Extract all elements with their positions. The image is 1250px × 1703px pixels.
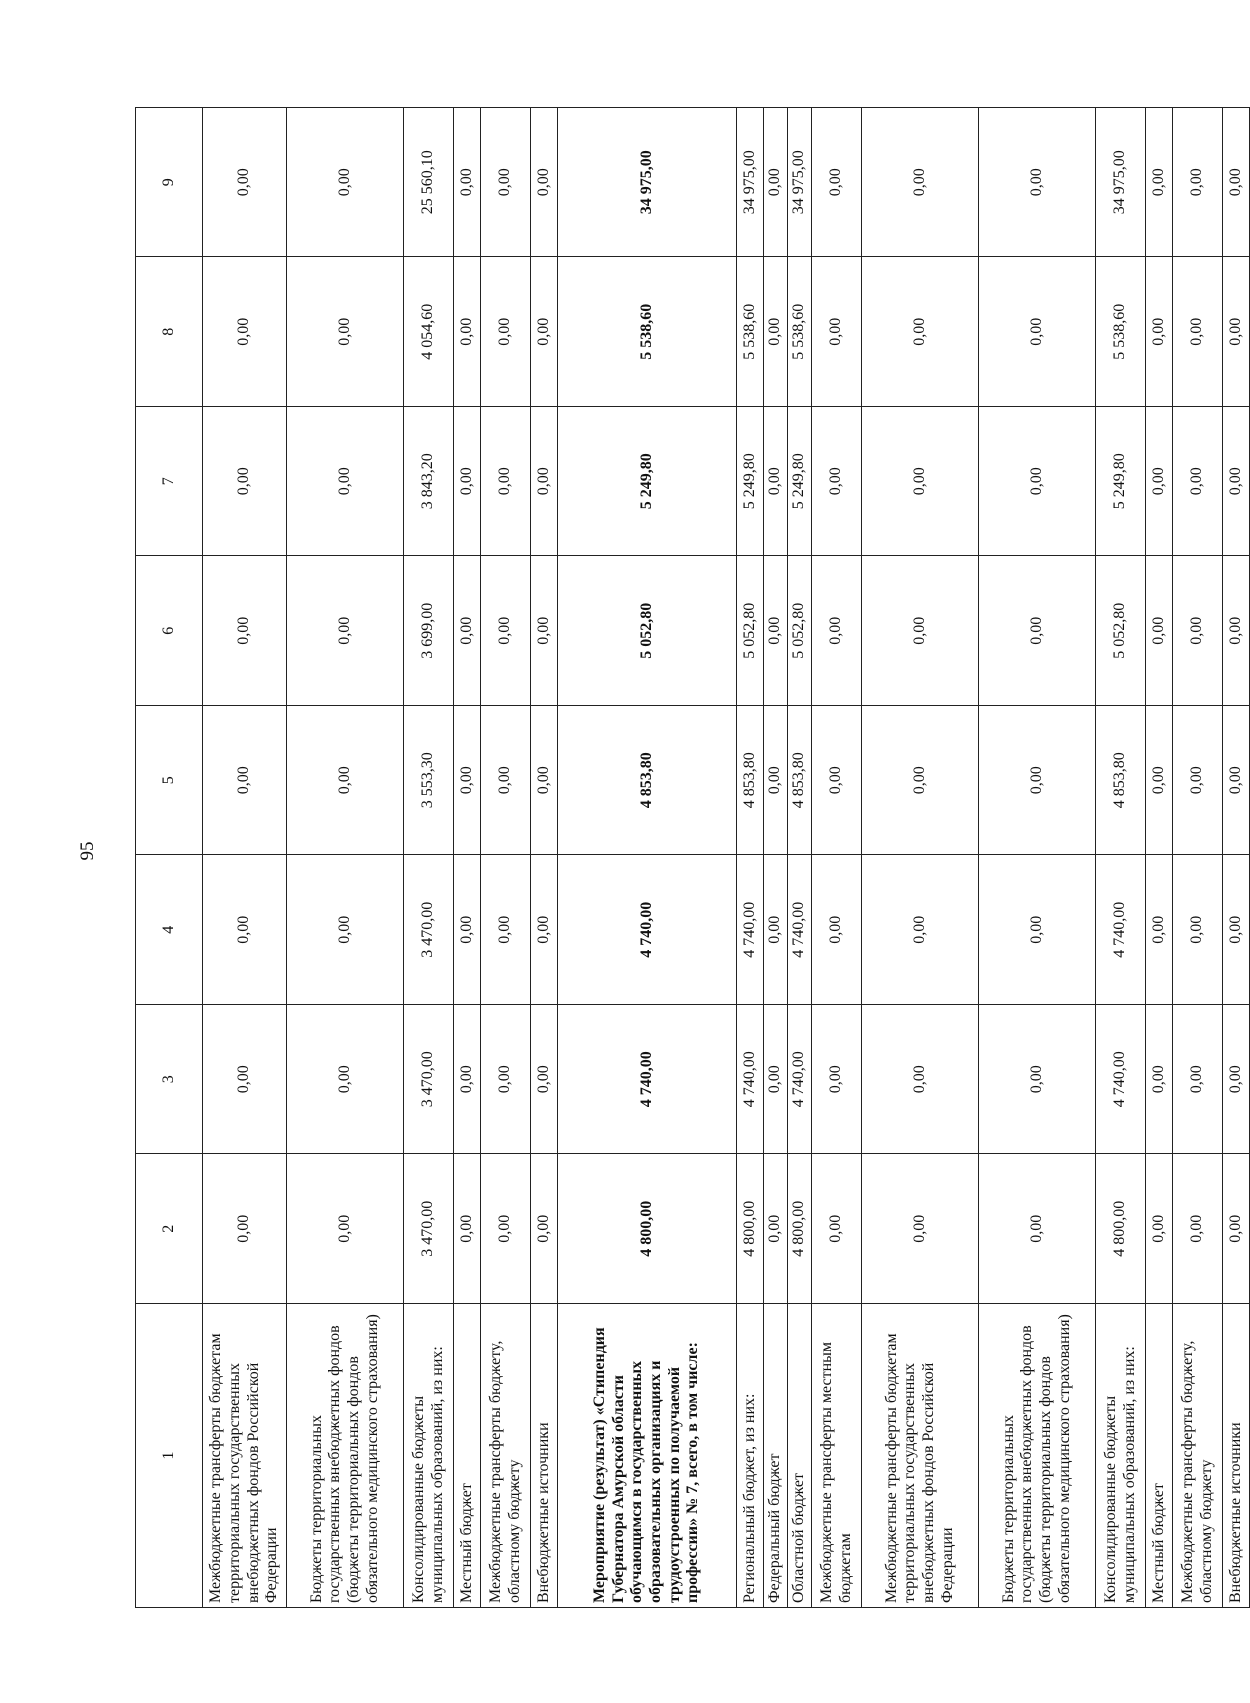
value-cell: 0,00 — [481, 706, 531, 856]
value-cell: 5 249,80 — [1096, 407, 1146, 557]
header-row — [136, 108, 203, 1608]
table-row — [737, 108, 764, 1608]
table-row — [481, 108, 531, 1608]
value-cell: 0,00 — [812, 108, 862, 258]
value-cell: 0,00 — [1146, 556, 1173, 706]
value-cell: 0,00 — [1146, 108, 1173, 258]
value-cell: 4 054,60 — [404, 257, 454, 407]
value-cell: 4 740,00 — [558, 1005, 737, 1155]
value-cell: 3 470,00 — [404, 1005, 454, 1155]
value-cell: 3 699,00 — [404, 556, 454, 706]
value-cell: 4 800,00 — [737, 1154, 764, 1304]
column-header-3: 3 — [136, 1005, 203, 1155]
table-row — [862, 108, 979, 1608]
value-cell: 4 740,00 — [737, 855, 764, 1005]
value-cell: 3 553,30 — [404, 706, 454, 856]
value-cell: 0,00 — [1223, 1005, 1250, 1155]
value-cell: 4 853,80 — [1096, 706, 1146, 856]
value-cell: 0,00 — [979, 257, 1096, 407]
value-cell: 5 249,80 — [737, 407, 764, 557]
value-cell: 34 975,00 — [737, 108, 764, 258]
value-cell: 0,00 — [287, 556, 404, 706]
value-cell: 0,00 — [454, 855, 481, 1005]
column-header-4: 4 — [136, 855, 203, 1005]
value-cell: 5 249,80 — [558, 407, 737, 557]
value-cell: 0,00 — [1173, 407, 1223, 557]
value-cell: 4 853,80 — [788, 706, 812, 856]
value-cell: 0,00 — [862, 1154, 979, 1304]
row-label: Внебюджетные источники — [1223, 1304, 1250, 1608]
row-label: Внебюджетные источники — [531, 1304, 558, 1608]
value-cell: 0,00 — [1146, 1154, 1173, 1304]
value-cell: 5 538,60 — [737, 257, 764, 407]
column-header-1: 1 — [136, 1304, 203, 1608]
table-row — [788, 108, 812, 1608]
value-cell: 0,00 — [812, 556, 862, 706]
column-header-2: 2 — [136, 1154, 203, 1304]
value-cell: 0,00 — [454, 257, 481, 407]
row-label: Межбюджетные трансферты бюджетам территориальных государственных внебюджетных фондов Российской Федерации — [203, 1304, 287, 1608]
value-cell: 0,00 — [203, 407, 287, 557]
value-cell: 4 800,00 — [788, 1154, 812, 1304]
table-row — [1146, 108, 1173, 1608]
value-cell: 0,00 — [812, 407, 862, 557]
value-cell: 0,00 — [1146, 407, 1173, 557]
value-cell: 0,00 — [812, 855, 862, 1005]
value-cell: 0,00 — [764, 855, 788, 1005]
table-row — [454, 108, 481, 1608]
value-cell: 0,00 — [862, 706, 979, 856]
row-label: Региональный бюджет, из них: — [737, 1304, 764, 1608]
value-cell: 0,00 — [764, 1154, 788, 1304]
value-cell: 0,00 — [481, 1154, 531, 1304]
value-cell: 0,00 — [531, 1154, 558, 1304]
row-label: Бюджеты территориальных государственных внебюджетных фондов (бюджеты территориальных фондов обязательного медицинского страхования) — [979, 1304, 1096, 1608]
value-cell: 0,00 — [1173, 706, 1223, 856]
value-cell: 5 052,80 — [737, 556, 764, 706]
value-cell: 0,00 — [1146, 855, 1173, 1005]
value-cell: 0,00 — [764, 407, 788, 557]
value-cell: 0,00 — [979, 1005, 1096, 1155]
value-cell: 4 853,80 — [558, 706, 737, 856]
value-cell: 0,00 — [203, 108, 287, 258]
value-cell: 0,00 — [287, 706, 404, 856]
value-cell: 0,00 — [979, 706, 1096, 856]
value-cell: 4 740,00 — [737, 1005, 764, 1155]
value-cell: 0,00 — [287, 855, 404, 1005]
value-cell: 5 052,80 — [1096, 556, 1146, 706]
value-cell: 0,00 — [1223, 855, 1250, 1005]
row-label: Консолидированные бюджеты муниципальных образований, из них: — [404, 1304, 454, 1608]
value-cell: 0,00 — [1223, 1154, 1250, 1304]
value-cell: 0,00 — [287, 257, 404, 407]
value-cell: 0,00 — [862, 407, 979, 557]
value-cell: 0,00 — [287, 108, 404, 258]
table-row — [404, 108, 454, 1608]
value-cell: 0,00 — [454, 108, 481, 258]
row-label: Местный бюджет — [454, 1304, 481, 1608]
value-cell: 5 249,80 — [788, 407, 812, 557]
value-cell: 5 538,60 — [1096, 257, 1146, 407]
column-header-8: 8 — [136, 257, 203, 407]
value-cell: 0,00 — [862, 257, 979, 407]
column-header-9: 9 — [136, 108, 203, 258]
table-row — [812, 108, 862, 1608]
value-cell: 0,00 — [979, 556, 1096, 706]
value-cell: 0,00 — [979, 407, 1096, 557]
value-cell: 0,00 — [1173, 855, 1223, 1005]
value-cell: 3 470,00 — [404, 1154, 454, 1304]
value-cell: 0,00 — [979, 855, 1096, 1005]
value-cell: 0,00 — [764, 257, 788, 407]
value-cell: 0,00 — [862, 855, 979, 1005]
row-label: Областной бюджет — [788, 1304, 812, 1608]
value-cell: 0,00 — [287, 1005, 404, 1155]
value-cell: 0,00 — [1173, 1154, 1223, 1304]
value-cell: 0,00 — [812, 1005, 862, 1155]
rotated-table-container — [135, 108, 1244, 1608]
table-row — [203, 108, 287, 1608]
value-cell: 0,00 — [203, 706, 287, 856]
value-cell: 0,00 — [481, 855, 531, 1005]
column-header-7: 7 — [136, 407, 203, 557]
row-label: Местный бюджет — [1146, 1304, 1173, 1608]
value-cell: 0,00 — [454, 407, 481, 557]
value-cell: 0,00 — [979, 108, 1096, 258]
table-row — [287, 108, 404, 1608]
value-cell: 0,00 — [812, 1154, 862, 1304]
value-cell: 3 843,20 — [404, 407, 454, 557]
value-cell: 0,00 — [531, 1005, 558, 1155]
value-cell: 0,00 — [764, 706, 788, 856]
value-cell: 3 470,00 — [404, 855, 454, 1005]
value-cell: 0,00 — [531, 257, 558, 407]
value-cell: 5 052,80 — [558, 556, 737, 706]
value-cell: 0,00 — [481, 1005, 531, 1155]
value-cell: 0,00 — [1146, 257, 1173, 407]
value-cell: 34 975,00 — [788, 108, 812, 258]
value-cell: 0,00 — [862, 1005, 979, 1155]
value-cell: 0,00 — [1173, 1005, 1223, 1155]
value-cell: 4 740,00 — [788, 1005, 812, 1155]
row-label: Межбюджетные трансферты бюджету, областному бюджету — [1173, 1304, 1223, 1608]
value-cell: 0,00 — [764, 108, 788, 258]
row-label: Бюджеты территориальных государственных внебюджетных фондов (бюджеты территориальных фондов обязательного медицинского страхования) — [287, 1304, 404, 1608]
row-label: Мероприятие (результат) «Стипендия Губернатора Амурской области обучающимся в государственных образовательных организациях и трудоустроенных по получаемой профессии» № 7, всего, в том числе: — [558, 1304, 737, 1608]
table-body — [203, 108, 1250, 1608]
value-cell: 0,00 — [481, 556, 531, 706]
table-row — [979, 108, 1096, 1608]
table-row — [1096, 108, 1146, 1608]
value-cell: 0,00 — [1173, 556, 1223, 706]
value-cell: 0,00 — [1173, 257, 1223, 407]
value-cell: 4 740,00 — [558, 855, 737, 1005]
value-cell: 0,00 — [454, 1005, 481, 1155]
value-cell: 0,00 — [454, 1154, 481, 1304]
value-cell: 0,00 — [1173, 108, 1223, 258]
value-cell: 0,00 — [531, 855, 558, 1005]
row-label: Консолидированные бюджеты муниципальных образований, из них: — [1096, 1304, 1146, 1608]
row-label: Межбюджетные трансферты местным бюджетам — [812, 1304, 862, 1608]
value-cell: 0,00 — [203, 1154, 287, 1304]
value-cell: 0,00 — [764, 1005, 788, 1155]
value-cell: 0,00 — [203, 257, 287, 407]
table-row — [764, 108, 788, 1608]
value-cell: 0,00 — [812, 257, 862, 407]
value-cell: 34 975,00 — [558, 108, 737, 258]
page-number: 95 — [77, 841, 98, 861]
column-header-5: 5 — [136, 706, 203, 856]
value-cell: 0,00 — [1223, 407, 1250, 557]
value-cell: 0,00 — [287, 1154, 404, 1304]
table-row — [1223, 108, 1250, 1608]
value-cell: 0,00 — [862, 556, 979, 706]
table-row — [1173, 108, 1223, 1608]
value-cell: 0,00 — [454, 556, 481, 706]
value-cell: 4 800,00 — [558, 1154, 737, 1304]
table-row — [531, 108, 558, 1608]
row-label: Межбюджетные трансферты бюджетам территориальных государственных внебюджетных фондов Российской Федерации — [862, 1304, 979, 1608]
value-cell: 0,00 — [1146, 706, 1173, 856]
budget-table — [135, 107, 1250, 1608]
value-cell: 25 560,10 — [404, 108, 454, 258]
value-cell: 4 740,00 — [1096, 1005, 1146, 1155]
value-cell: 0,00 — [203, 1005, 287, 1155]
row-label: Федеральный бюджет — [764, 1304, 788, 1608]
value-cell: 0,00 — [481, 108, 531, 258]
value-cell: 0,00 — [1223, 706, 1250, 856]
value-cell: 0,00 — [1223, 108, 1250, 258]
row-label: Межбюджетные трансферты бюджету, областному бюджету — [481, 1304, 531, 1608]
value-cell: 5 538,60 — [558, 257, 737, 407]
value-cell: 0,00 — [203, 855, 287, 1005]
value-cell: 4 800,00 — [1096, 1154, 1146, 1304]
value-cell: 0,00 — [531, 706, 558, 856]
column-header-6: 6 — [136, 556, 203, 706]
table-row — [558, 108, 737, 1608]
value-cell: 0,00 — [531, 108, 558, 258]
value-cell: 0,00 — [481, 407, 531, 557]
value-cell: 0,00 — [1223, 556, 1250, 706]
value-cell: 4 740,00 — [1096, 855, 1146, 1005]
value-cell: 0,00 — [287, 407, 404, 557]
value-cell: 5 538,60 — [788, 257, 812, 407]
value-cell: 4 853,80 — [737, 706, 764, 856]
value-cell: 0,00 — [481, 257, 531, 407]
value-cell: 0,00 — [862, 108, 979, 258]
value-cell: 0,00 — [531, 556, 558, 706]
value-cell: 0,00 — [764, 556, 788, 706]
value-cell: 5 052,80 — [788, 556, 812, 706]
value-cell: 4 740,00 — [788, 855, 812, 1005]
value-cell: 0,00 — [979, 1154, 1096, 1304]
value-cell: 0,00 — [531, 407, 558, 557]
value-cell: 0,00 — [1223, 257, 1250, 407]
value-cell: 0,00 — [454, 706, 481, 856]
value-cell: 34 975,00 — [1096, 108, 1146, 258]
value-cell: 0,00 — [1146, 1005, 1173, 1155]
value-cell: 0,00 — [812, 706, 862, 856]
value-cell: 0,00 — [203, 556, 287, 706]
